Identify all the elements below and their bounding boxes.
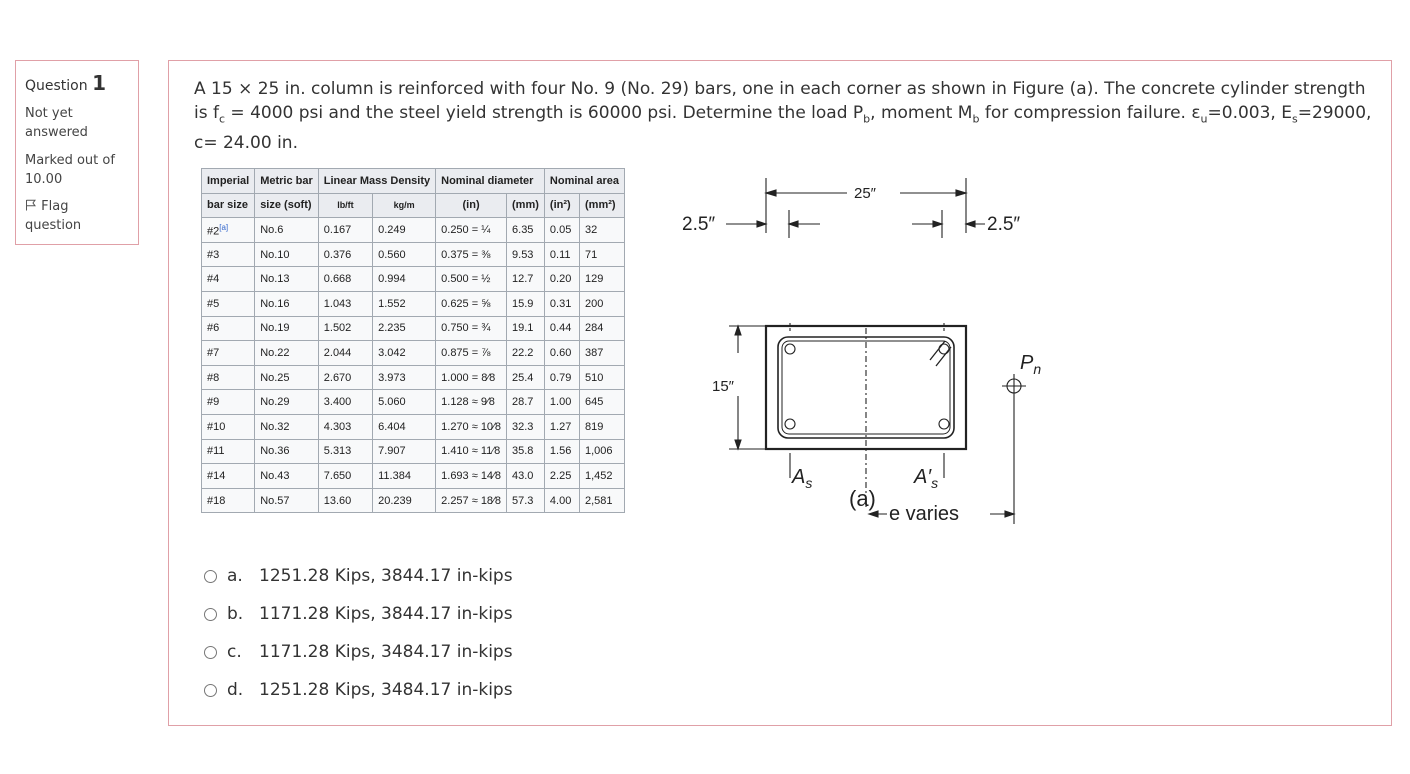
table-row <box>202 390 625 415</box>
column-header: lb/ft <box>318 193 372 218</box>
table-cell: 1.502 <box>318 316 372 341</box>
table-cell: 7.907 <box>373 439 436 464</box>
height-dimension-label: 15″ <box>712 378 734 395</box>
table-cell: #6 <box>202 316 255 341</box>
table-header-row <box>202 169 625 194</box>
radio-button[interactable] <box>204 570 217 583</box>
table-cell: 1.410 ≈ 11⁄8 <box>436 439 507 464</box>
column-header: Metric bar <box>255 169 319 194</box>
column-header: Nominal diameter <box>436 169 545 194</box>
table-cell: 13.60 <box>318 488 372 513</box>
option-text: 1251.28 Kips, 3484.17 in-kips <box>259 680 513 700</box>
table-cell: 1.00 <box>544 390 579 415</box>
table-cell: 43.0 <box>507 464 545 489</box>
table-row <box>202 464 625 489</box>
radio-button[interactable] <box>204 684 217 697</box>
option-text: 1251.28 Kips, 3844.17 in-kips <box>259 566 513 586</box>
table-cell: 0.249 <box>373 218 436 243</box>
table-cell: 387 <box>580 341 625 366</box>
table-row <box>202 218 625 243</box>
option-letter: d. <box>227 680 244 700</box>
table-cell: 32 <box>580 218 625 243</box>
answer-options <box>204 557 513 709</box>
table-cell: 3.400 <box>318 390 372 415</box>
table-cell: No.43 <box>255 464 319 489</box>
column-header: kg/m <box>373 193 436 218</box>
table-cell: No.29 <box>255 390 319 415</box>
figure-caption: (a) <box>849 486 876 511</box>
table-cell: 35.8 <box>507 439 545 464</box>
column-header: (in) <box>436 193 507 218</box>
column-header: Linear Mass Density <box>318 169 435 194</box>
table-cell: #8 <box>202 365 255 390</box>
table-cell: 0.167 <box>318 218 372 243</box>
table-cell: 2.257 ≈ 18⁄8 <box>436 488 507 513</box>
table-cell: 71 <box>580 242 625 267</box>
table-cell: 0.750 = ¾ <box>436 316 507 341</box>
table-cell: 0.375 = ⅜ <box>436 242 507 267</box>
table-cell: 11.384 <box>373 464 436 489</box>
table-cell: 12.7 <box>507 267 545 292</box>
table-row <box>202 316 625 341</box>
table-cell: 1.56 <box>544 439 579 464</box>
table-cell: 1.27 <box>544 414 579 439</box>
table-row <box>202 242 625 267</box>
option-b[interactable] <box>204 595 513 633</box>
table-cell: 0.05 <box>544 218 579 243</box>
table-cell: 1,452 <box>580 464 625 489</box>
table-cell: 1.000 = 8⁄8 <box>436 365 507 390</box>
table-cell: 19.1 <box>507 316 545 341</box>
table-cell: 5.060 <box>373 390 436 415</box>
option-c[interactable] <box>204 633 513 671</box>
table-header-row <box>202 193 625 218</box>
table-row <box>202 439 625 464</box>
table-cell: 20.239 <box>373 488 436 513</box>
table-cell: 6.35 <box>507 218 545 243</box>
table-cell: 6.404 <box>373 414 436 439</box>
table-cell: 0.60 <box>544 341 579 366</box>
table-cell: 1.128 ≈ 9⁄8 <box>436 390 507 415</box>
radio-button[interactable] <box>204 646 217 659</box>
state-line: Not yet <box>25 106 73 121</box>
table-cell: 0.250 = ¼ <box>436 218 507 243</box>
flag-label: Flag <box>41 199 69 214</box>
table-cell: 645 <box>580 390 625 415</box>
table-cell: 0.79 <box>544 365 579 390</box>
table-cell: 284 <box>580 316 625 341</box>
table-cell: 2.235 <box>373 316 436 341</box>
table-cell: 129 <box>580 267 625 292</box>
column-header: Imperial <box>202 169 255 194</box>
table-cell: #7 <box>202 341 255 366</box>
table-cell: 2,581 <box>580 488 625 513</box>
question-label: Question <box>25 78 88 94</box>
table-cell: No.22 <box>255 341 319 366</box>
table-cell: #2[a] <box>202 218 255 243</box>
option-text: 1171.28 Kips, 3484.17 in-kips <box>259 642 513 662</box>
table-cell: #5 <box>202 291 255 316</box>
table-cell: No.25 <box>255 365 319 390</box>
table-cell: 0.500 = ½ <box>436 267 507 292</box>
table-cell: 0.875 = ⅞ <box>436 341 507 366</box>
table-cell: 1.693 ≈ 14⁄8 <box>436 464 507 489</box>
table-cell: 200 <box>580 291 625 316</box>
table-cell: 1,006 <box>580 439 625 464</box>
table-cell: 510 <box>580 365 625 390</box>
table-cell: 57.3 <box>507 488 545 513</box>
table-cell: 0.376 <box>318 242 372 267</box>
option-text: 1171.28 Kips, 3844.17 in-kips <box>259 604 513 624</box>
question-content <box>168 60 1392 726</box>
column-header: bar size <box>202 193 255 218</box>
table-cell: No.19 <box>255 316 319 341</box>
table-cell: 15.9 <box>507 291 545 316</box>
option-d[interactable] <box>204 671 513 709</box>
table-cell: 819 <box>580 414 625 439</box>
table-cell: No.10 <box>255 242 319 267</box>
rebar-size-table <box>201 168 625 513</box>
table-cell: #10 <box>202 414 255 439</box>
table-cell: 22.2 <box>507 341 545 366</box>
column-header: (in²) <box>544 193 579 218</box>
option-letter: a. <box>227 566 243 586</box>
table-cell: 2.044 <box>318 341 372 366</box>
table-cell: 1.552 <box>373 291 436 316</box>
question-text: A 15 × 25 in. column is reinforced with four No. 9 (No. 29) bars, one in each corner as shown in Figure (a). The concrete cylinder strength is $f_c = 4000$ psi and the steel yield strength is 60000 psi. Determine the load $P_b$, moment $M_b$ for compression failure. $\varepsilon_u=0.003$, $E_s=29000$, c= 24.00 in. <box>194 79 1372 154</box>
column-header: size (soft) <box>255 193 319 218</box>
column-header: (mm²) <box>580 193 625 218</box>
question-grade <box>25 151 129 189</box>
table-cell: No.36 <box>255 439 319 464</box>
table-cell: No.6 <box>255 218 319 243</box>
table-cell: 0.668 <box>318 267 372 292</box>
table-cell: 0.44 <box>544 316 579 341</box>
table-cell: 28.7 <box>507 390 545 415</box>
footnote-link[interactable]: [a] <box>219 222 229 232</box>
option-letter: c. <box>227 642 242 662</box>
as-label: $A_s$ <box>792 466 813 491</box>
table-cell: #3 <box>202 242 255 267</box>
table-cell: #11 <box>202 439 255 464</box>
table-cell: 3.973 <box>373 365 436 390</box>
table-row <box>202 267 625 292</box>
column-header: (mm) <box>507 193 545 218</box>
table-cell: 0.560 <box>373 242 436 267</box>
question-number <box>25 71 129 95</box>
table-row <box>202 488 625 513</box>
table-row <box>202 365 625 390</box>
table-cell: 0.994 <box>373 267 436 292</box>
as-prime-label: $A'_s$ <box>914 466 939 491</box>
table-cell: No.13 <box>255 267 319 292</box>
flag-icon <box>25 199 37 211</box>
table-cell: No.32 <box>255 414 319 439</box>
table-cell: No.57 <box>255 488 319 513</box>
question-state <box>25 104 129 142</box>
table-cell: 5.313 <box>318 439 372 464</box>
table-cell: 4.00 <box>544 488 579 513</box>
column-header: Nominal area <box>544 169 624 194</box>
table-cell: No.16 <box>255 291 319 316</box>
table-cell: 2.670 <box>318 365 372 390</box>
table-cell: 3.042 <box>373 341 436 366</box>
table-cell: 0.11 <box>544 242 579 267</box>
table-cell: 9.53 <box>507 242 545 267</box>
right-cover-label: 2.5″ <box>987 214 1021 235</box>
flag-label: question <box>25 218 82 233</box>
flag-question-button[interactable] <box>25 197 129 235</box>
table-cell: 0.20 <box>544 267 579 292</box>
table-row <box>202 291 625 316</box>
table-row <box>202 414 625 439</box>
question-number-value: 1 <box>92 71 106 95</box>
option-letter: b. <box>227 604 244 624</box>
option-a[interactable] <box>204 557 513 595</box>
eccentricity-label: e varies <box>889 503 960 525</box>
state-line: answered <box>25 125 88 140</box>
table-cell: 25.4 <box>507 365 545 390</box>
table-cell: 1.043 <box>318 291 372 316</box>
table-cell: 0.625 = ⅝ <box>436 291 507 316</box>
grade-line: Marked out of <box>25 153 115 168</box>
table-row <box>202 341 625 366</box>
table-cell: 32.3 <box>507 414 545 439</box>
table-cell: 1.270 ≈ 10⁄8 <box>436 414 507 439</box>
table-cell: 7.650 <box>318 464 372 489</box>
table-cell: #14 <box>202 464 255 489</box>
column-section-figure <box>682 178 1042 525</box>
table-cell: 4.303 <box>318 414 372 439</box>
load-label: $P_n$ <box>1020 352 1042 377</box>
radio-button[interactable] <box>204 608 217 621</box>
table-cell: #18 <box>202 488 255 513</box>
table-cell: 2.25 <box>544 464 579 489</box>
width-dimension-label: 25″ <box>854 185 876 202</box>
table-cell: #9 <box>202 390 255 415</box>
table-cell: #4 <box>202 267 255 292</box>
grade-value: 10.00 <box>25 172 63 187</box>
question-info-panel <box>15 60 139 245</box>
table-cell: 0.31 <box>544 291 579 316</box>
left-cover-label: 2.5″ <box>682 214 716 235</box>
